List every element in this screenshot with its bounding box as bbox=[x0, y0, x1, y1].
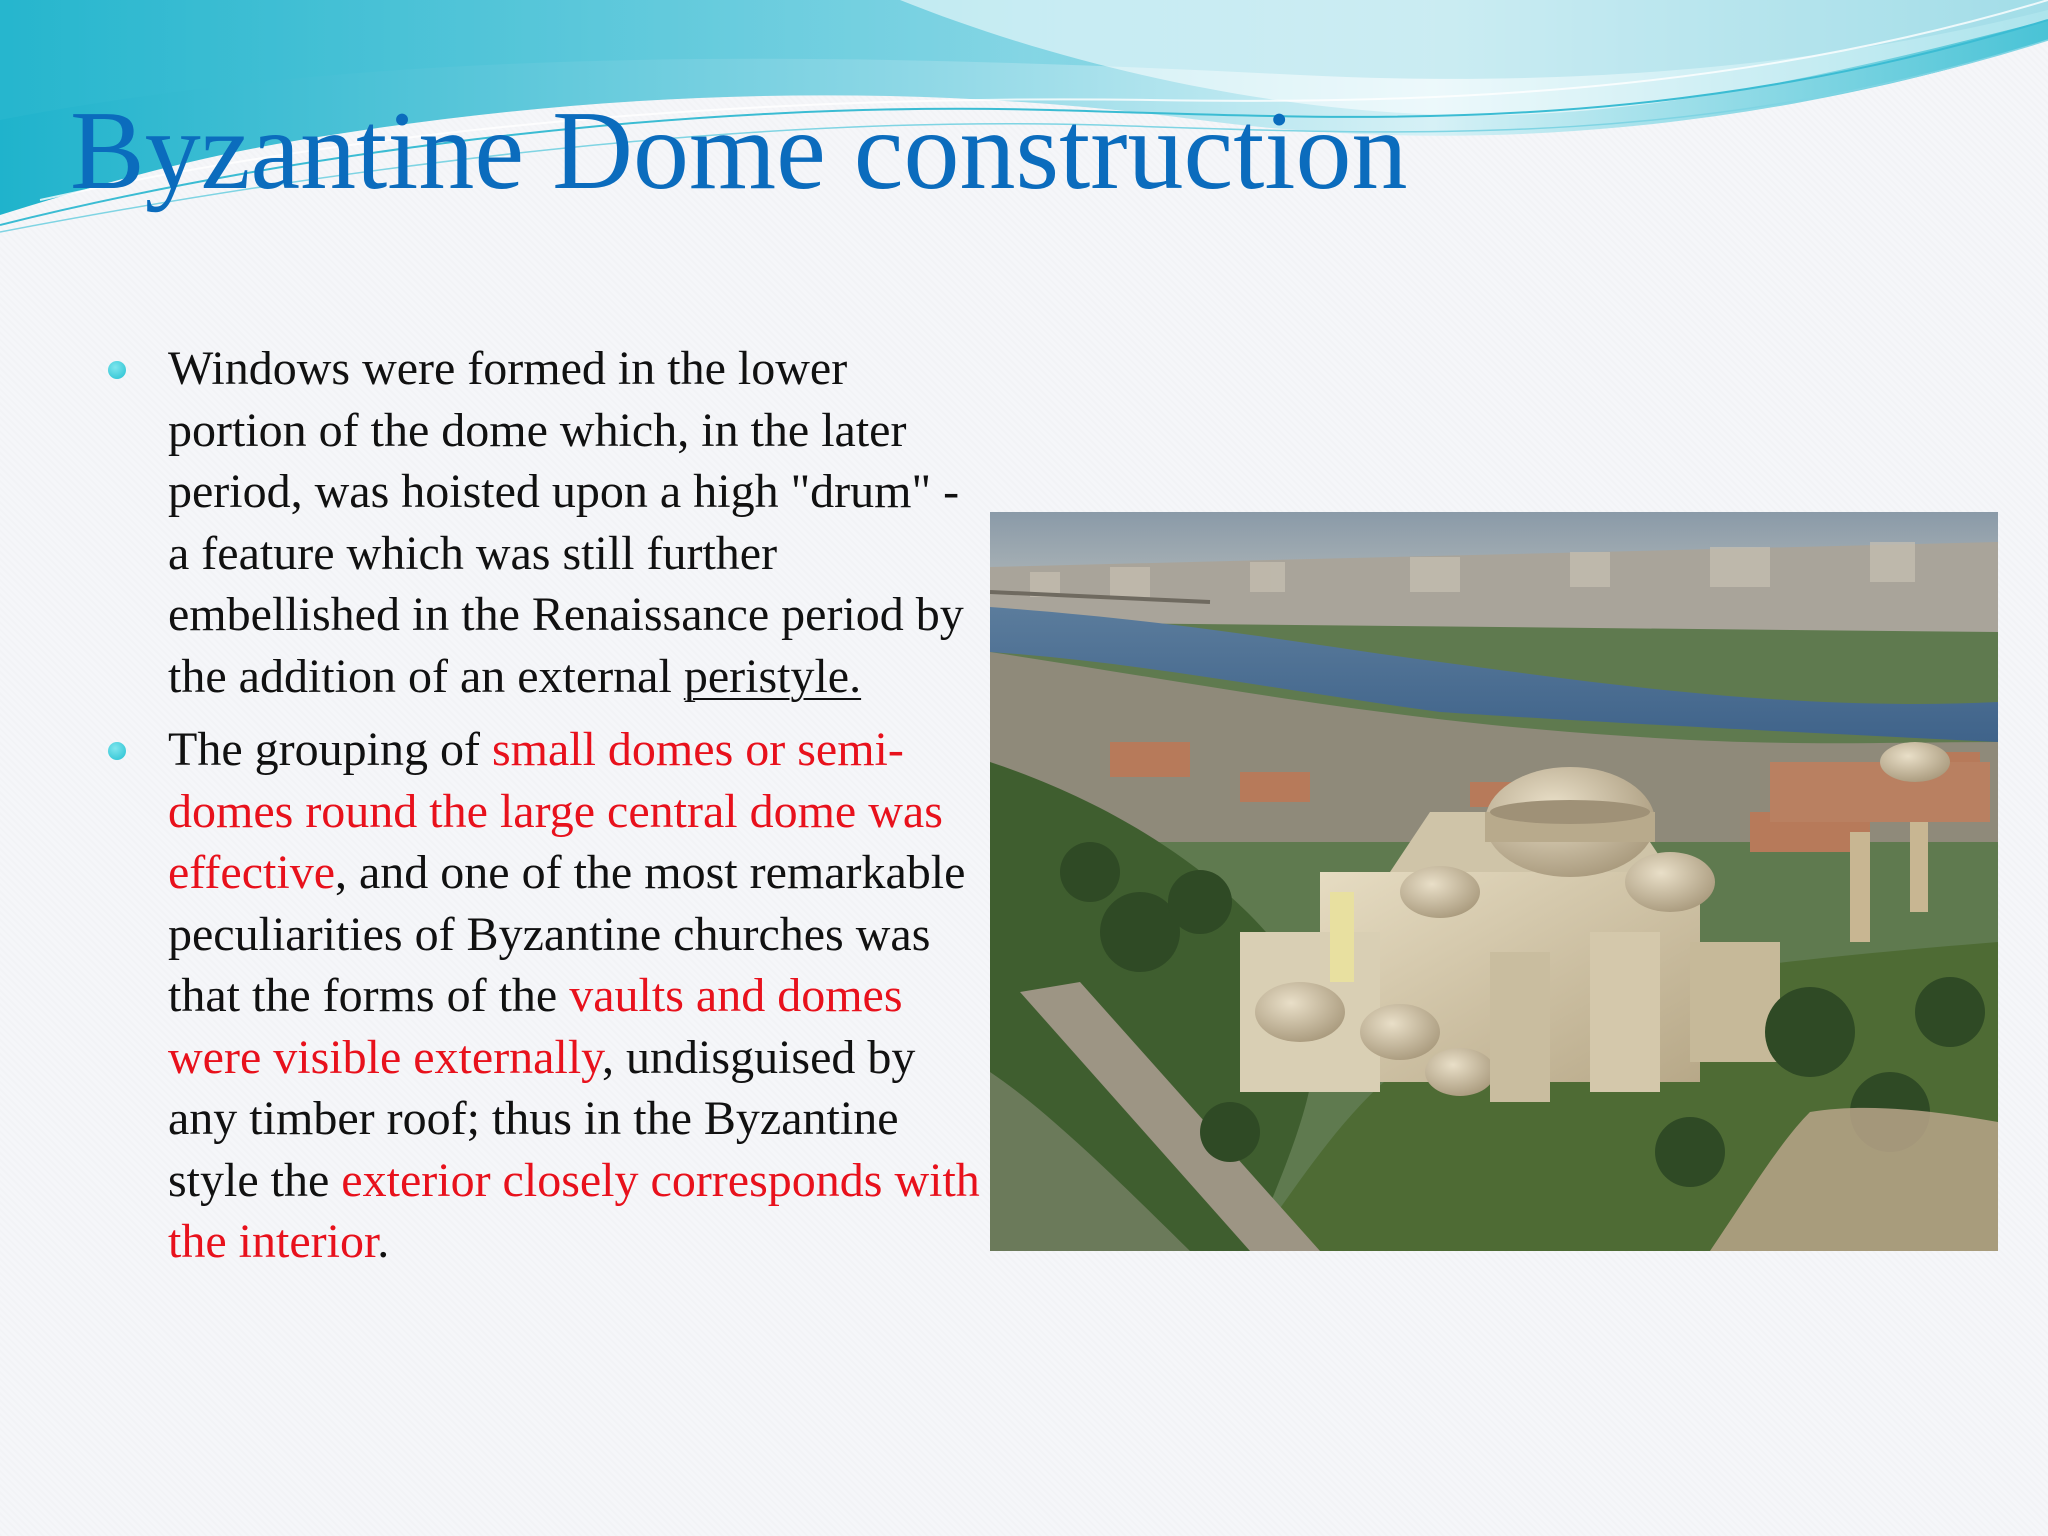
hagia-sophia-aerial-photo bbox=[990, 512, 1998, 1251]
highlight-text: vaults and domes were visible externally bbox=[168, 969, 903, 1084]
bullet-text-segment: , and one of the most remarkable peculiarities of Byzantine churches was that the forms of the bbox=[168, 846, 966, 1022]
bullet-text-segment: . bbox=[377, 1215, 390, 1268]
highlight-text: exterior closely corresponds with the interior bbox=[168, 1153, 980, 1268]
bullet-dot-icon bbox=[108, 742, 126, 760]
peristyle-term: peristyle. bbox=[683, 649, 862, 703]
bullet-item-windows bbox=[100, 338, 980, 707]
highlight-text: small domes or semi-domes round the large central dome was effective bbox=[168, 723, 943, 899]
bullet-text-segment: Windows were formed in the lower portion of the dome which, in the later period, was hoisted upon a high "drum" - a feature which was still further embellished in the Renaissance period by the addition of an external bbox=[168, 342, 964, 703]
slide-title: Byzantine Dome construction bbox=[70, 89, 1408, 213]
bullet-item-domes bbox=[100, 719, 980, 1273]
bullet-list bbox=[100, 338, 980, 1285]
bullet-dot-icon bbox=[108, 361, 126, 379]
bullet-text-segment: The grouping of bbox=[168, 723, 492, 776]
bullet-text-segment: , undisguised by any timber roof; thus in the Byzantine style the bbox=[168, 1030, 916, 1207]
